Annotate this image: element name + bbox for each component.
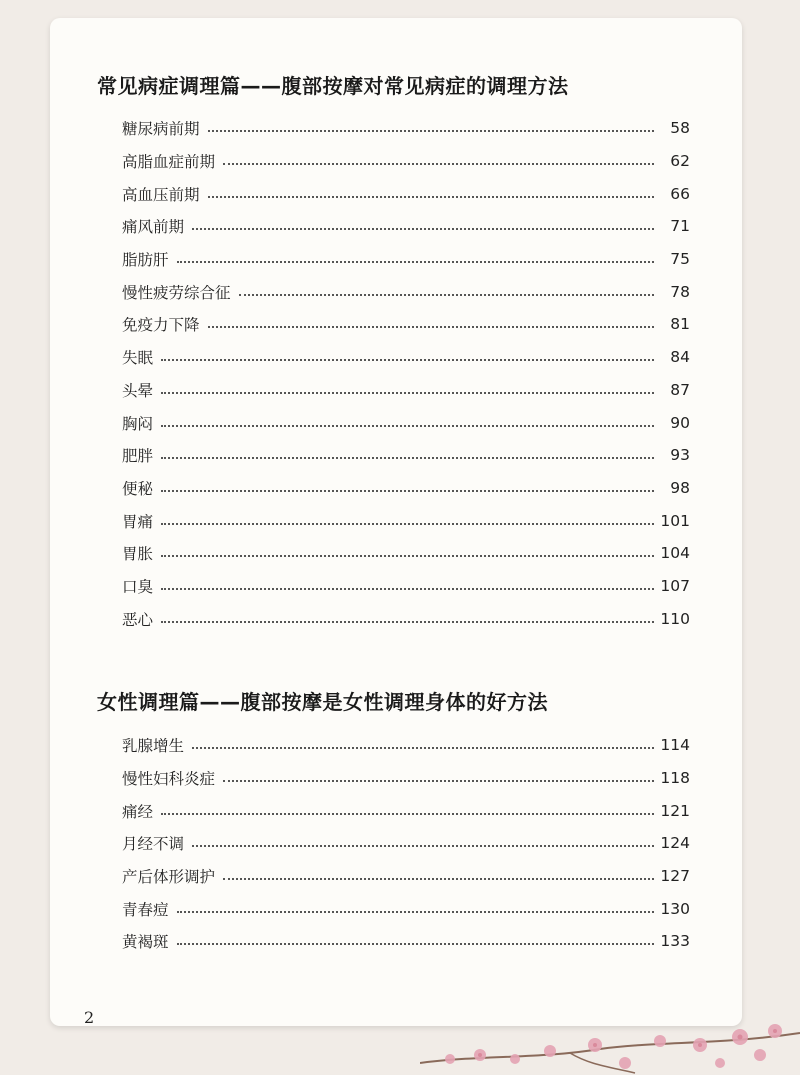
toc-list-common-diseases	[122, 112, 690, 635]
dot-leader	[161, 621, 654, 623]
toc-entry-label: 高血压前期	[122, 185, 200, 204]
toc-entry[interactable]	[122, 472, 690, 505]
toc-entry-label: 痛风前期	[122, 218, 185, 237]
toc-entry-page: 90	[670, 413, 690, 432]
toc-entry-page: 110	[660, 609, 690, 628]
toc-entry-page: 58	[670, 119, 690, 138]
book-page	[50, 18, 742, 1026]
section-title-lead: 常见病症调理篇	[97, 74, 241, 98]
section-title-common-diseases	[97, 70, 569, 99]
dot-leader	[208, 326, 654, 328]
toc-entry-label: 胃胀	[122, 545, 154, 564]
dot-leader	[161, 457, 654, 459]
toc-entry[interactable]	[122, 177, 690, 210]
toc-entry[interactable]	[122, 341, 690, 374]
toc-entry-label: 产后体形调护	[122, 868, 216, 887]
toc-entry-page: 78	[670, 282, 690, 301]
toc-entry-label: 胸闷	[122, 414, 154, 433]
toc-entry-page: 118	[660, 769, 690, 788]
toc-entry-label: 头晕	[122, 381, 154, 400]
toc-entry-label: 肥胖	[122, 447, 154, 466]
dot-leader	[192, 228, 654, 230]
toc-entry-page: 98	[670, 478, 690, 497]
toc-entry[interactable]	[122, 794, 690, 827]
dot-leader	[161, 813, 654, 815]
toc-entry[interactable]	[122, 439, 690, 472]
toc-entry[interactable]	[122, 275, 690, 308]
toc-entry[interactable]	[122, 762, 690, 795]
toc-entry[interactable]	[122, 602, 690, 635]
toc-entry-label: 乳腺增生	[122, 737, 185, 756]
toc-entry[interactable]	[122, 406, 690, 439]
toc-entry[interactable]	[122, 925, 690, 958]
dot-leader	[177, 911, 654, 913]
section-title-rest: ——腹部按摩是女性调理身体的好方法	[199, 690, 548, 714]
toc-list-women-health	[122, 729, 690, 958]
toc-entry[interactable]	[122, 537, 690, 570]
toc-entry[interactable]	[122, 145, 690, 178]
section-title-lead: 女性调理篇	[97, 690, 200, 714]
page-number: 2	[84, 1008, 95, 1026]
toc-entry-page: 87	[670, 380, 690, 399]
cherry-blossom-decoration	[420, 1015, 800, 1075]
toc-entry[interactable]	[122, 860, 690, 893]
toc-entry[interactable]	[122, 112, 690, 145]
dot-leader	[208, 130, 654, 132]
toc-entry-label: 青春痘	[122, 900, 169, 919]
toc-entry-label: 慢性疲劳综合征	[122, 283, 231, 302]
toc-entry-label: 月经不调	[122, 835, 185, 854]
dot-leader	[223, 780, 654, 782]
toc-entry-page: 104	[660, 544, 690, 563]
toc-entry-page: 114	[660, 736, 690, 755]
toc-entry-page: 71	[670, 217, 690, 236]
dot-leader	[161, 555, 654, 557]
toc-entry-page: 121	[660, 801, 690, 820]
dot-leader	[161, 359, 654, 361]
toc-entry[interactable]	[122, 504, 690, 537]
toc-entry-label: 恶心	[122, 610, 154, 629]
toc-entry-page: 66	[670, 184, 690, 203]
toc-entry-page: 124	[660, 834, 690, 853]
dot-leader	[192, 845, 654, 847]
toc-entry-label: 糖尿病前期	[122, 120, 200, 139]
toc-entry[interactable]	[122, 570, 690, 603]
dot-leader	[161, 588, 654, 590]
dot-leader	[208, 196, 654, 198]
dot-leader	[192, 747, 654, 749]
toc-entry-page: 84	[670, 348, 690, 367]
toc-entry[interactable]	[122, 308, 690, 341]
toc-entry[interactable]	[122, 827, 690, 860]
toc-entry[interactable]	[122, 374, 690, 407]
dot-leader	[177, 943, 654, 945]
toc-entry-page: 127	[660, 867, 690, 886]
toc-entry-label: 高脂血症前期	[122, 153, 216, 172]
toc-entry-page: 75	[670, 250, 690, 269]
section-title-women-health	[97, 686, 548, 715]
toc-entry[interactable]	[122, 729, 690, 762]
toc-entry[interactable]	[122, 243, 690, 276]
toc-entry-label: 失眠	[122, 349, 154, 368]
toc-entry-page: 130	[660, 899, 690, 918]
dot-leader	[223, 878, 654, 880]
dot-leader	[239, 294, 654, 296]
toc-entry-page: 93	[670, 446, 690, 465]
toc-entry-label: 脂肪肝	[122, 251, 169, 270]
dot-leader	[177, 261, 654, 263]
toc-entry[interactable]	[122, 892, 690, 925]
toc-entry-label: 免疫力下降	[122, 316, 200, 335]
dot-leader	[223, 163, 654, 165]
dot-leader	[161, 523, 654, 525]
toc-entry-label: 痛经	[122, 802, 154, 821]
toc-entry-label: 黄褐斑	[122, 933, 169, 952]
toc-entry-label: 慢性妇科炎症	[122, 770, 216, 789]
toc-entry-page: 101	[660, 511, 690, 530]
toc-entry-page: 133	[660, 932, 690, 951]
dot-leader	[161, 490, 654, 492]
toc-entry-page: 107	[660, 576, 690, 595]
toc-entry[interactable]	[122, 210, 690, 243]
toc-entry-label: 便秘	[122, 479, 154, 498]
toc-entry-label: 口臭	[122, 577, 154, 596]
toc-entry-page: 81	[670, 315, 690, 334]
dot-leader	[161, 425, 654, 427]
section-title-rest: ——腹部按摩对常见病症的调理方法	[240, 74, 569, 98]
dot-leader	[161, 392, 654, 394]
toc-entry-page: 62	[670, 152, 690, 171]
toc-entry-label: 胃痛	[122, 512, 154, 531]
